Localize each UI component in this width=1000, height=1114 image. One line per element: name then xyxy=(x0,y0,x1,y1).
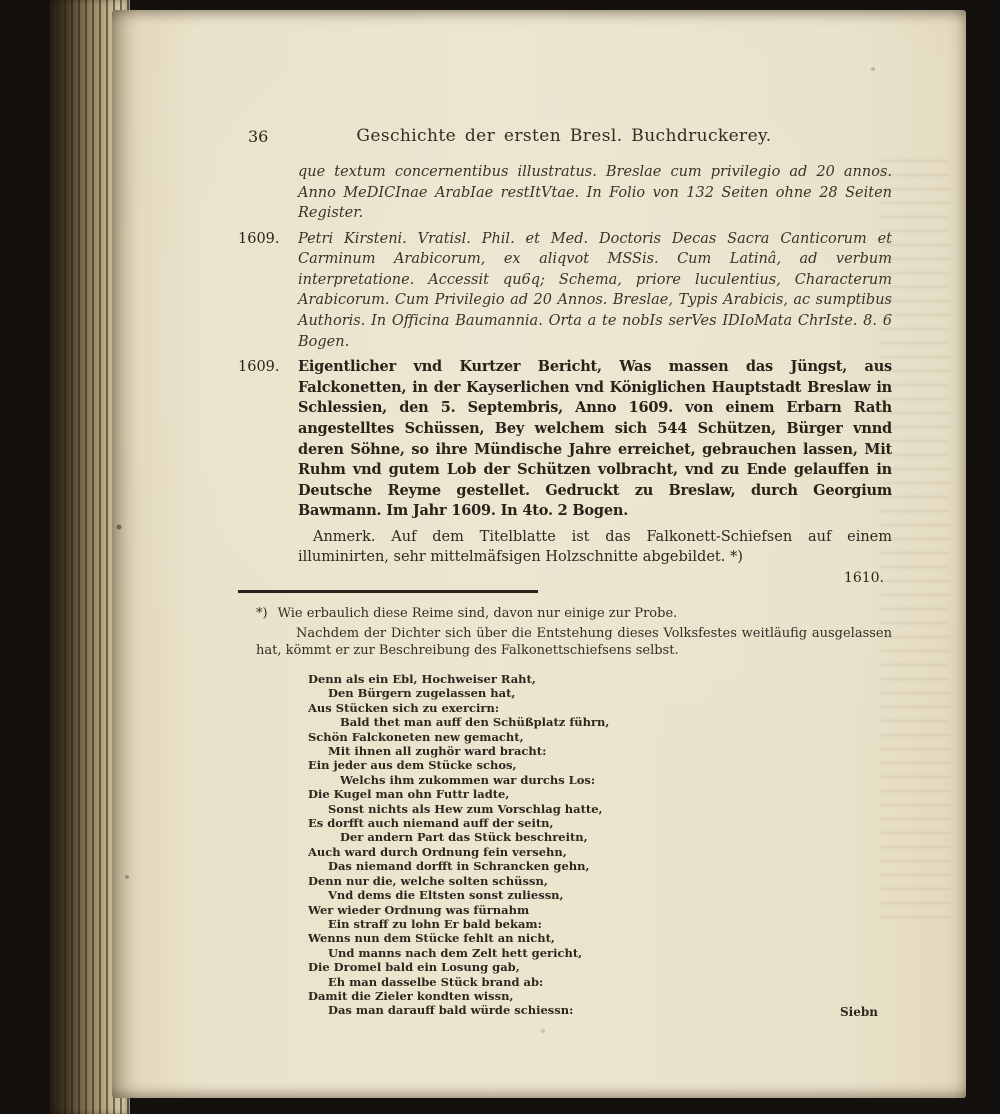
footnote-marker: *) xyxy=(256,605,268,621)
poem-line: Denn nur die, welche solten schüssn, xyxy=(308,873,548,888)
entry-text: Petri Kirsteni. Vratisl. Phil. et Med. Doctoris Decas Sacra Canticorum et Carminum Arabicorum, ex aliqvot MSSis. Cum Latinâ, ad verbum interpretatione. Accessit qu6q; Schema, priore luculentius, Characterum Arabicorum. Cum Privilegio ad 20 Annos. Breslae, Typis Arabicis, ac sumptibus Authoris. In Officina Baumannia. Orta a te nobIs serVes IDIoMata ChrIste. 8. 6 Bogen. xyxy=(298,230,892,350)
poem-line: Eh man dasselbe Stück brand ab: xyxy=(328,974,544,989)
footnote-text-1: Wie erbaulich diese Reime sind, davon nur einige zur Probe. xyxy=(277,605,678,621)
poem-line: Und manns nach dem Zelt hett gericht, xyxy=(328,945,583,960)
page-title: Geschichte der ersten Bresl. Buchdruckerey. xyxy=(356,126,772,146)
poem-line: Wenns nun dem Stücke fehlt an nicht, xyxy=(308,931,555,946)
poem-line: Das man darauff bald würde schiessn: xyxy=(328,1003,574,1018)
page-content xyxy=(236,126,892,1019)
entry-year: 1609. xyxy=(238,359,280,376)
poem-line: Welchs ihm zukommen war durchs Los: xyxy=(340,772,596,787)
poem-line: Mit ihnen all zughör ward bracht: xyxy=(328,744,547,759)
poem xyxy=(236,672,892,1018)
poem-line: Ein jeder aus dem Stücke schos, xyxy=(308,758,517,773)
anmerk-note: Anmerk. Auf dem Titelblatte ist das Falkonett-Schiefsen auf einem illuminirten, sehr mittelmäfsigen Holzschnitte abgebildet. *) xyxy=(298,528,892,566)
footnote-line-1 xyxy=(256,605,892,623)
book-page xyxy=(112,10,966,1098)
poem-line: Bald thet man auff den Schüßplatz führn, xyxy=(340,715,610,730)
poem-line: Auch ward durch Ordnung fein versehn, xyxy=(308,844,567,859)
catchword: Siebn xyxy=(840,1004,878,1019)
poem-line: Ein straff zu lohn Er bald bekam: xyxy=(328,916,542,931)
poem-line: Schön Falckoneten new gemacht, xyxy=(308,729,524,744)
entry-text: que textum concernentibus illustratus. Breslae cum privilegio ad 20 annos. Anno MeDICInae ArabIae restItVtae. In Folio von 132 Seiten ohne 28 Seiten Register. xyxy=(298,164,892,222)
footnote xyxy=(236,605,892,660)
bibliography-entry xyxy=(236,357,892,522)
paper-specks xyxy=(112,10,114,12)
entry-year: 1609. xyxy=(238,230,280,247)
poem-line: Das niemand dorfft in Schrancken gehn, xyxy=(328,859,590,874)
footnote-separator xyxy=(238,590,538,593)
poem-line: Denn als ein Ebl, Hochweiser Raht, xyxy=(308,672,536,686)
footnote-line-2: Nachdem der Dichter sich über die Entstehung dieses Volksfestes weitläufig ausgelassen hat, kömmt er zur Beschreibung des Falkonettschiefsens selbst. xyxy=(256,625,892,659)
poem-line: Aus Stücken sich zu exercirn: xyxy=(308,700,500,715)
poem-line: Die Kugel man ohn Futtr ladte, xyxy=(308,787,510,802)
bibliography-entry xyxy=(236,229,892,352)
bibliography-entries xyxy=(236,162,892,522)
poem-line: Damit die Zieler kondten wissn, xyxy=(308,988,514,1003)
poem-line: Wer wieder Ordnung was fürnahm xyxy=(308,902,530,917)
poem-line: Den Bürgern zugelassen hat, xyxy=(328,686,516,701)
bibliography-entry xyxy=(236,162,892,224)
poem-line: Es dorfft auch niemand auff der seitn, xyxy=(308,816,554,831)
poem-line: Vnd dems die Eltsten sonst zuliessn, xyxy=(328,888,564,903)
page-number: 36 xyxy=(248,127,269,146)
entry-text: Eigentlicher vnd Kurtzer Bericht, Was massen das Jüngst, aus Falckonetten, in der Kayserlichen vnd Königlichen Hauptstadt Breslaw in Schlessien, den 5. Septembris, Anno 1609. von einem Erbarn Rath angestelltes Schüssen, Bey welchem sich 544 Schützen, Bürger vnnd deren Söhne, so ihre Mündische Jahre erreichet, gebrauchen lassen, Mit Ruhm vnd gutem Lob der Schützen volbracht, vnd zu Ende gelauffen in Deutsche Reyme gestellet. Gedruckt zu Breslaw, durch Georgium Bawmann. Im Jahr 1609. In 4to. 2 Bogen. xyxy=(298,358,892,520)
poem-line: Sonst nichts als Hew zum Vorschlag hatte, xyxy=(328,801,603,816)
next-year-marker: 1610. xyxy=(843,569,884,586)
poem-line: Der andern Part das Stück beschreitn, xyxy=(340,830,588,845)
poem-line: Die Dromel bald ein Losung gab, xyxy=(308,960,520,975)
running-header xyxy=(236,126,892,150)
